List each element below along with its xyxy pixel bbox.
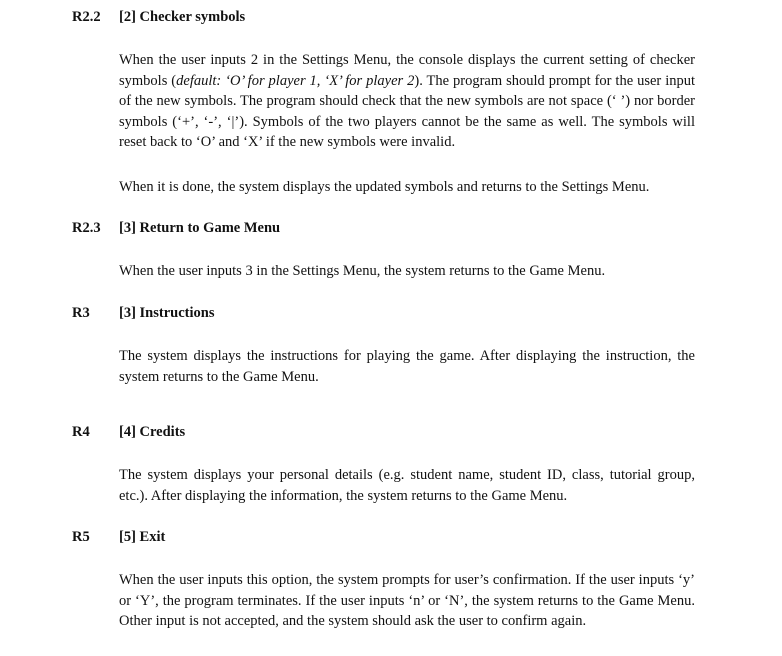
paragraph-italic-text: default: ‘O’ for player 1, ‘X’ for player 2 xyxy=(176,72,415,89)
requirement-id: R3 xyxy=(72,305,90,321)
requirement-id: R5 xyxy=(72,529,90,545)
paragraph-text: ). The program should prompt for the user input of the new symbols. The program should check that the new symbols are not space (‘ ’) nor border symbols (‘+’, ‘-’, ‘|’). Symbols of the two players cannot be the same as well. The symbols will reset back to ‘O’ and ‘X’ if the new symbols were invalid. xyxy=(119,72,696,150)
requirement-title: [3] Instructions xyxy=(119,305,215,321)
requirement-paragraph: When the user inputs this option, the system prompts for user’s confirmation. If the user inputs ‘y’ or ‘Y’, the program terminates. If the user inputs ‘n’ or ‘N’, the system returns to the Game Menu. Other input is not accepted, and the system should ask the user to confirm again. xyxy=(119,572,695,629)
requirement-title: [5] Exit xyxy=(119,529,166,545)
requirement-paragraph xyxy=(119,50,695,153)
requirement-title: [4] Credits xyxy=(119,424,186,440)
requirement-paragraph: The system displays your personal details (e.g. student name, student ID, class, tutorial group, etc.). After displaying the information, the system returns to the Game Menu. xyxy=(119,467,695,504)
requirement-id: R2.3 xyxy=(72,220,101,236)
requirement-paragraph: When the user inputs 3 in the Settings Menu, the system returns to the Game Menu. xyxy=(119,263,606,279)
requirement-id: R2.2 xyxy=(72,9,101,25)
requirement-paragraph: When it is done, the system displays the updated symbols and returns to the Settings Menu. xyxy=(119,179,650,195)
requirement-id: R4 xyxy=(72,424,90,440)
requirement-title: [2] Checker symbols xyxy=(119,9,246,25)
requirement-paragraph: The system displays the instructions for playing the game. After displaying the instruction, the system returns to the Game Menu. xyxy=(119,348,695,385)
paragraph-text: When the user inputs 2 in the Settings Menu, the console displays the current setting of checker symbols ( xyxy=(119,52,695,89)
requirement-title: [3] Return to Game Menu xyxy=(119,220,281,236)
